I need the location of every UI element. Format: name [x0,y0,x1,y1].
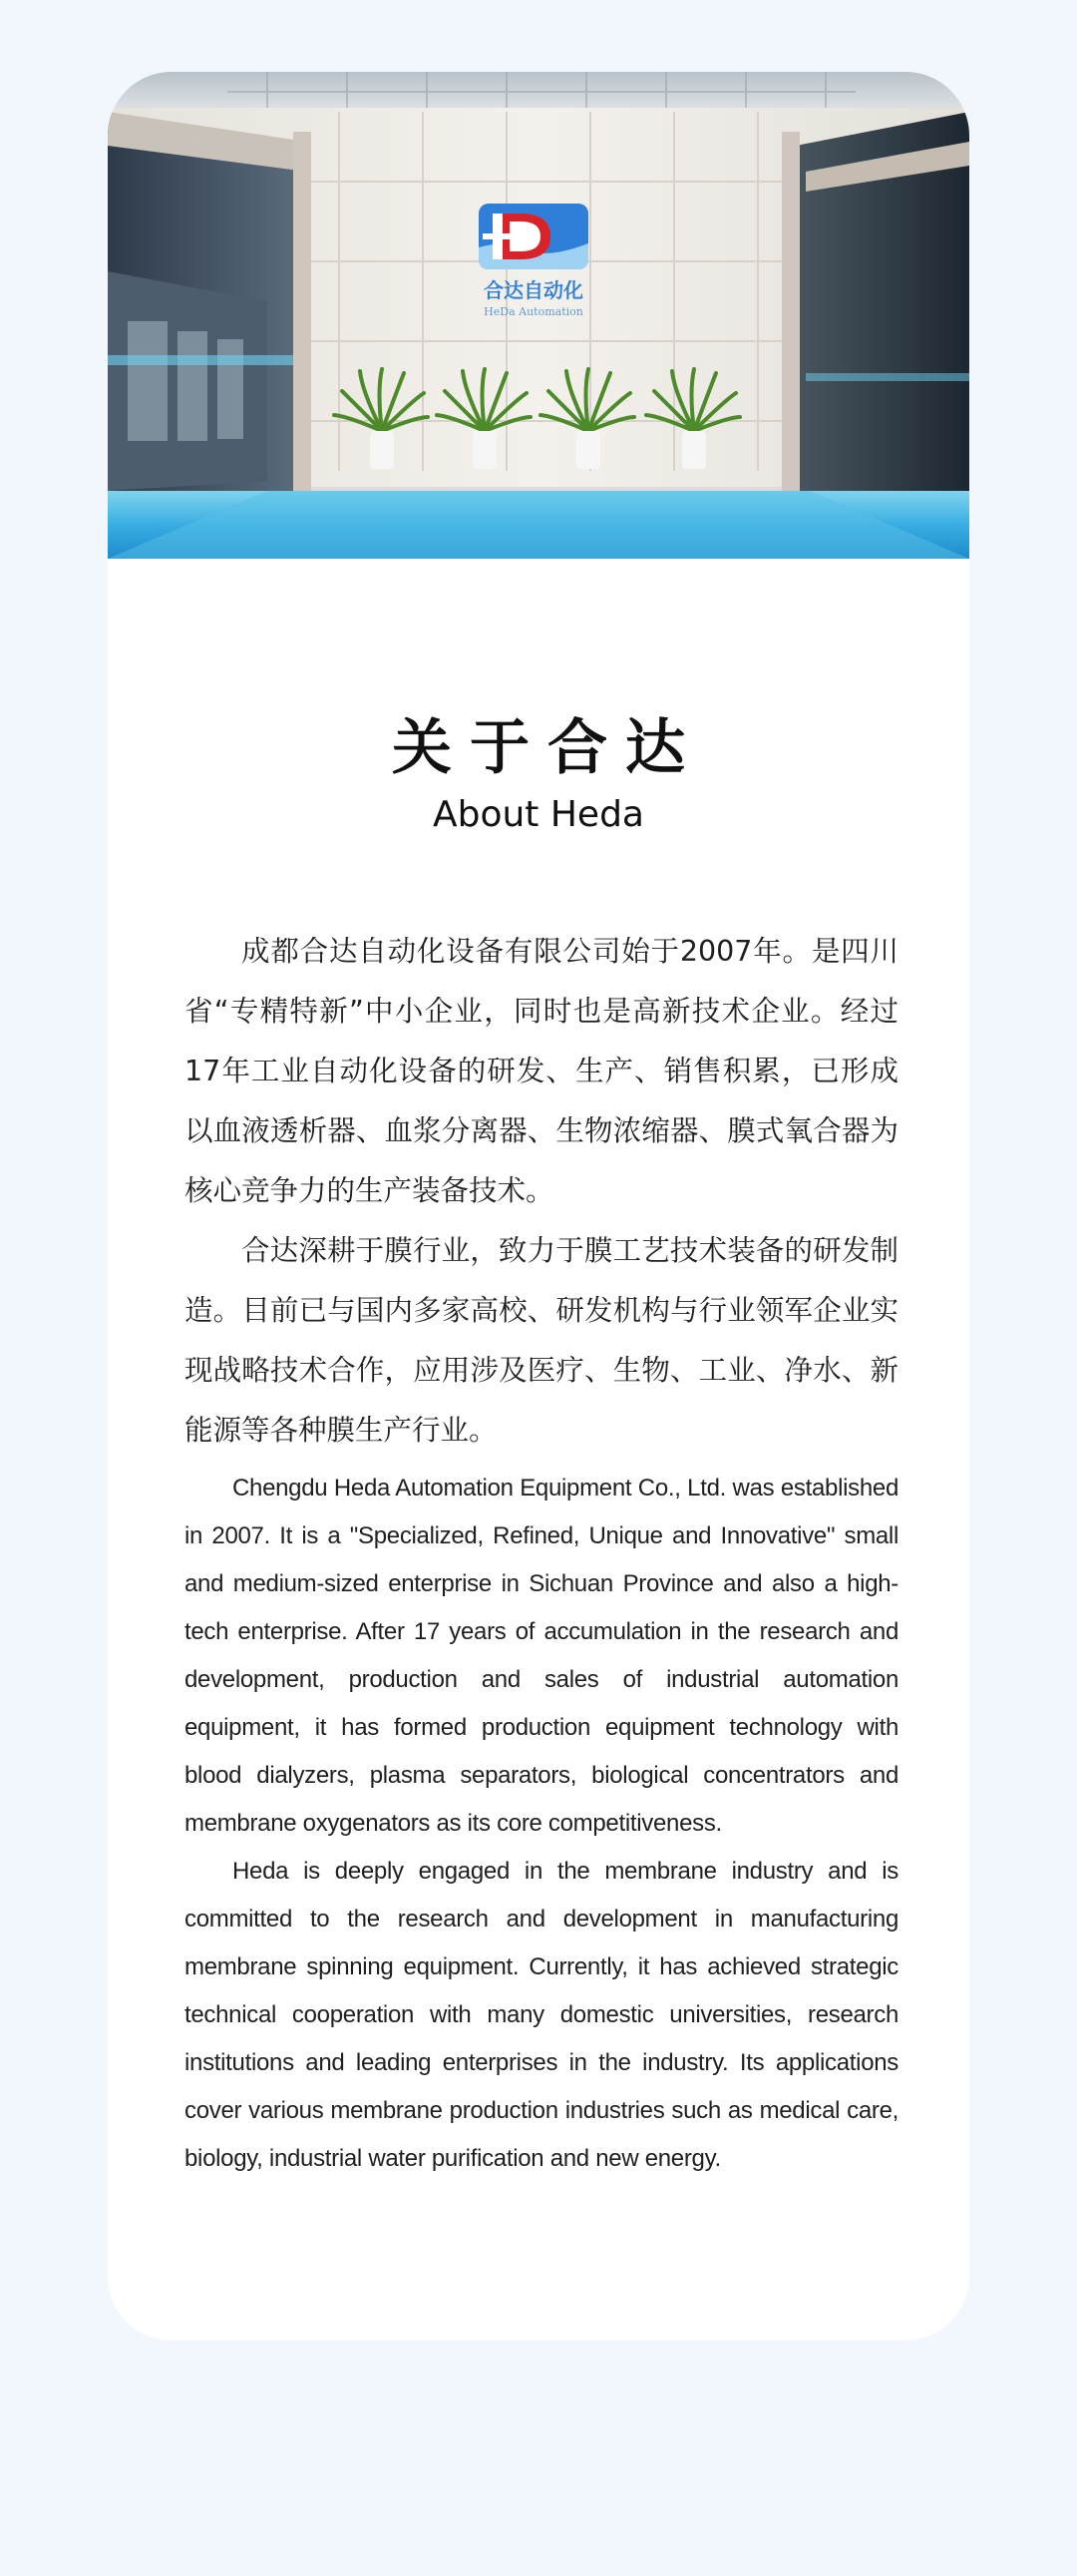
svg-text:HeDa Automation: HeDa Automation [484,305,583,318]
description-en-paragraph-1: Chengdu Heda Automation Equipment Co., Ltd. was established in 2007. It is a "Specialized, Refined, Unique and Innovative" small and medium-sized enterprise in Sichuan Province and also a high-tech enterprise. After 17 years of accumulation in the research and development, production and sales of industrial automation equipment, it has formed production equipment technology with blood dialyzers, plasma separators, biological concentrators and membrane oxygenators as its core competitiveness. [184,1475,898,1837]
page-subtitle: About Heda [432,794,644,835]
company-description [184,922,898,2183]
description-en-paragraph-2: Heda is deeply engaged in the membrane industry and is committed to the research and development in manufacturing membrane spinning equipment. Currently, it has achieved strategic technical cooperation with many domestic universities, research institutions and leading enterprises in the industry. Its applications cover various membrane production industries such as medical care, biology, industrial water purification and new energy. [184,1858,898,2172]
svg-text:合达自动化: 合达自动化 [484,278,583,302]
description-zh-paragraph-1: 成都合达自动化设备有限公司始于2007年。是四川省“专精特新”中小企业，同时也是高新技术企业。经过17年工业自动化设备的研发、生产、销售积累，已形成以血液透析器、血浆分离器、生物浓缩器、膜式氧合器为核心竞争力的生产装备技术。 [184,935,898,1207]
page-title: 关于合达 [392,713,703,783]
heda-logo [479,204,588,318]
lobby-illustration [108,72,969,559]
description-zh-paragraph-2: 合达深耕于膜行业，致力于膜工艺技术装备的研发制造。目前已与国内多家高校、研发机构与行业领军企业实现战略技术合作，应用涉及医疗、生物、工业、净水、新能源等各种膜生产行业。 [184,1234,898,1447]
about-card [108,72,969,2341]
company-lobby-photo [108,72,969,559]
